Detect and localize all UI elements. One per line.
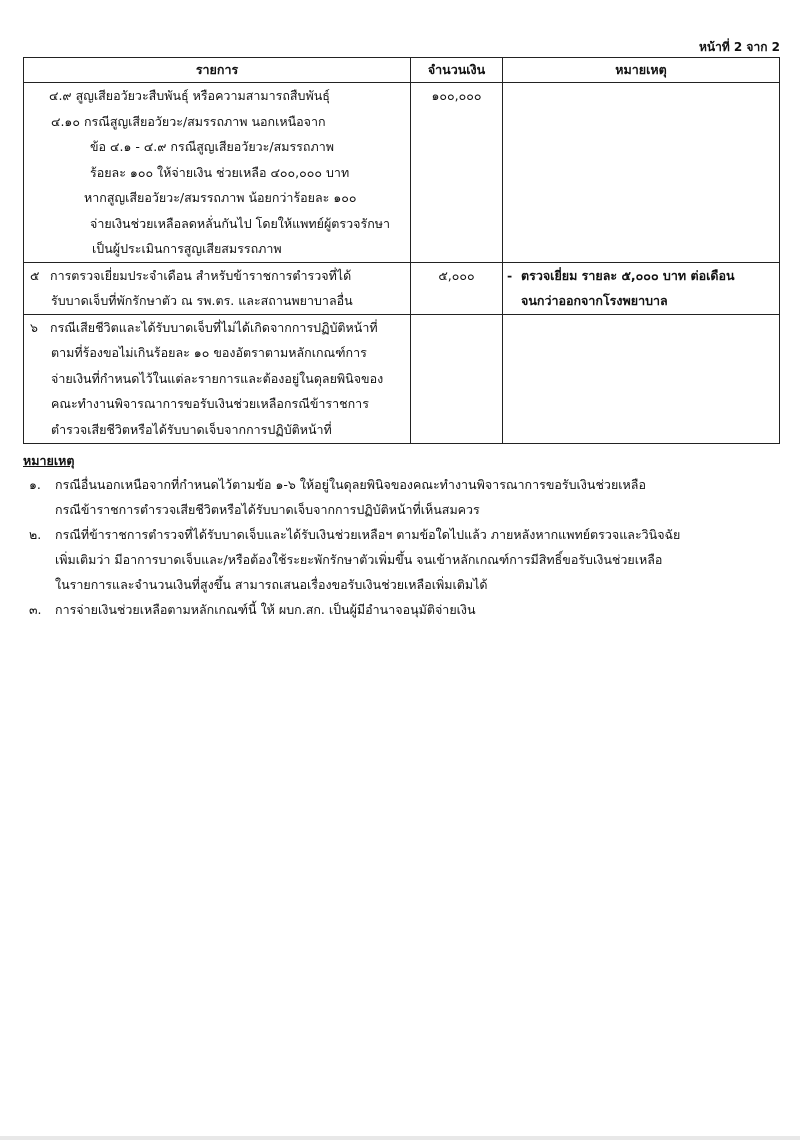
note-item (23, 522, 783, 597)
notes-section (23, 450, 783, 622)
item-line: ๔.๑๐ กรณีสูญเสียอวัยวะ/สมรรถภาพ นอกเหนือจาก (51, 113, 326, 129)
item-line: การตรวจเยี่ยมประจำเดือน สำหรับข้าราชการตำรวจที่ได้ (50, 267, 352, 283)
item-line: กรณีเสียชีวิตและได้รับบาดเจ็บที่ไม่ได้เกิดจากการปฏิบัติหน้าที่ (50, 319, 378, 335)
amount-cell (411, 83, 503, 263)
note-line: กรณีข้าราชการตำรวจเสียชีวิตหรือได้รับบาดเจ็บจากการปฏิบัติหน้าที่เห็นสมควร (55, 502, 480, 517)
note-line: การจ่ายเงินช่วยเหลือตามหลักเกณฑ์นี้ ให้ ผบก.สก. เป็นผู้มีอำนาจอนุมัติจ่ายเงิน (55, 602, 476, 617)
item-line: ตามที่ร้องขอไม่เกินร้อยละ ๑๐ ของอัตราตามหลักเกณฑ์การ (51, 345, 367, 360)
remark-cell (503, 262, 780, 314)
item-cell (24, 314, 411, 443)
amount-cell (411, 314, 503, 443)
benefits-table (23, 57, 780, 444)
note-number: ๑. (29, 477, 41, 492)
table-row (24, 314, 780, 443)
item-line: คณะทำงานพิจารณาการขอรับเงินช่วยเหลือกรณีข้าราชการ (51, 396, 369, 411)
item-line: ข้อ ๔.๑ - ๔.๙ กรณีสูญเสียอวัยวะ/สมรรถภาพ (90, 139, 334, 154)
remark-line: จนกว่าออกจากโรงพยาบาล (521, 293, 668, 308)
notes-title: หมายเหตุ (23, 453, 75, 468)
header-item: รายการ (24, 58, 411, 83)
remark-cell (503, 83, 780, 263)
item-line: รับบาดเจ็บที่พักรักษาตัว ณ รพ.ตร. และสถานพยาบาลอื่น (51, 293, 353, 308)
item-line: จ่ายเงินช่วยเหลือลดหลั่นกันไป โดยให้แพทย์ผู้ตรวจรักษา (90, 215, 391, 231)
item-line: เป็นผู้ประเมินการสูญเสียสมรรถภาพ (92, 241, 282, 256)
note-number: ๓. (29, 602, 42, 617)
item-number: ๕ (30, 267, 40, 283)
bottom-bar (0, 1136, 800, 1140)
table-row (24, 262, 780, 314)
remark-dash: - (507, 267, 513, 283)
item-line: ๔.๙ สูญเสียอวัยวะสืบพันธุ์ หรือความสามารถสืบพันธุ์ (49, 88, 330, 103)
note-line: ในรายการและจำนวนเงินที่สูงขึ้น สามารถเสนอเรื่องขอรับเงินช่วยเหลือเพิ่มเติมได้ (55, 577, 488, 592)
note-number: ๒. (29, 527, 42, 542)
note-item (23, 472, 783, 522)
item-line: ร้อยละ ๑๐๐ ให้จ่ายเงิน ช่วยเหลือ ๔๐๐,๐๐๐ บาท (90, 164, 350, 180)
note-line: กรณีที่ข้าราชการตำรวจที่ได้รับบาดเจ็บและได้รับเงินช่วยเหลือฯ ตามข้อใดไปแล้ว ภายหลังหากแพทย์ตรวจและวินิจฉัย (55, 527, 681, 542)
header-amount: จำนวนเงิน (411, 58, 503, 83)
amount-value: ๕,๐๐๐ (438, 267, 475, 283)
header-remark: หมายเหตุ (503, 58, 780, 83)
item-cell (24, 262, 411, 314)
item-cell (24, 83, 411, 263)
table-header-row (24, 58, 780, 83)
amount-cell (411, 262, 503, 314)
remark-cell (503, 314, 780, 443)
remark-line: ตรวจเยี่ยม รายละ ๕,๐๐๐ บาท ต่อเดือน (521, 267, 735, 283)
table-row (24, 83, 780, 263)
note-item (23, 597, 783, 622)
note-line: เพิ่มเติมว่า มีอาการบาดเจ็บและ/หรือต้องใช้ระยะพักรักษาตัวเพิ่มขึ้น จนเข้าหลักเกณฑ์การมีสิทธิ์ขอรับเงินช่วยเหลือ (55, 552, 663, 567)
item-line: ตำรวจเสียชีวิตหรือได้รับบาดเจ็บจากการปฏิบัติหน้าที่ (51, 421, 332, 437)
page-number: หน้าที่ 2 จาก 2 (698, 40, 780, 54)
note-line: กรณีอื่นนอกเหนือจากที่กำหนดไว้ตามข้อ ๑-๖ ให้อยู่ในดุลยพินิจของคณะทำงานพิจารณาการขอรับเงินช่วยเหลือ (55, 477, 646, 492)
item-number: ๖ (30, 319, 38, 335)
amount-value: ๑๐๐,๐๐๐ (431, 88, 482, 103)
item-line: หากสูญเสียอวัยวะ/สมรรถภาพ น้อยกว่าร้อยละ ๑๐๐ (84, 190, 357, 205)
item-line: จ่ายเงินที่กำหนดไว้ในแต่ละรายการและต้องอยู่ในดุลยพินิจของ (51, 370, 384, 386)
